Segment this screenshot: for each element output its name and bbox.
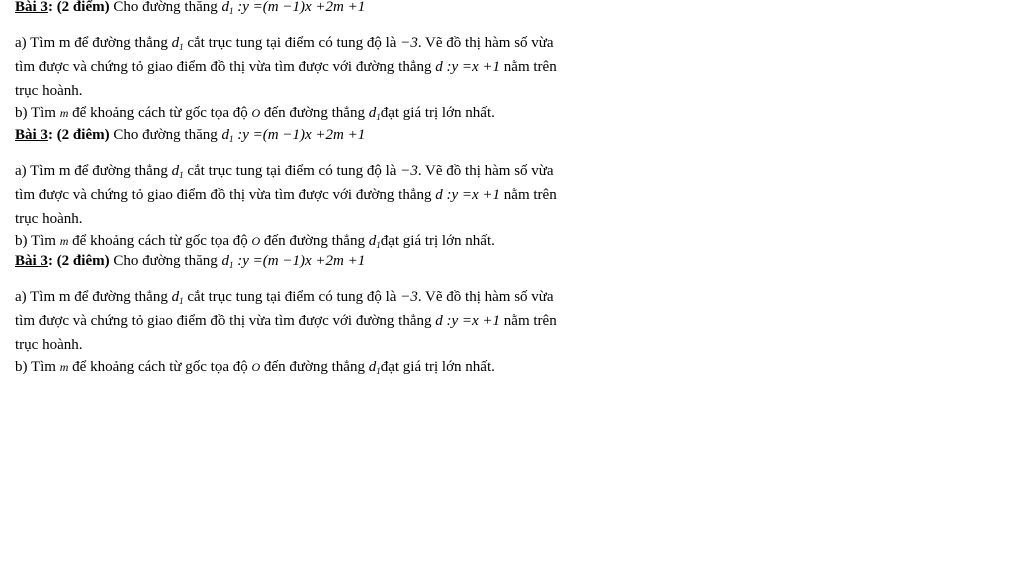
math-d-sub: 1: [179, 42, 184, 52]
math-value: −3: [400, 289, 418, 305]
math-origin-o: O: [251, 234, 261, 248]
part-b-line: [15, 358, 495, 376]
math-d-sub: 1: [376, 366, 381, 376]
part-a-text: tìm được và chứng tỏ giao điểm đồ thị vừa tìm được với đường thẳng: [15, 187, 436, 203]
part-a-text: nằm trên: [500, 59, 557, 75]
part-a-line-3: trục hoành.: [15, 83, 83, 99]
part-a-line-2: [15, 312, 557, 330]
part-a-text: a) Tìm m để đường thẳng: [15, 289, 172, 305]
math-d-letter: d: [221, 0, 229, 15]
math-origin-o: O: [251, 360, 261, 374]
part-b-text: đạt giá trị lớn nhất.: [380, 105, 495, 121]
math-value: −3: [400, 163, 418, 179]
part-b-text: đến đường thẳng: [260, 105, 369, 121]
math-d-sub: 1: [376, 112, 381, 122]
heading-text: Cho đường thăng: [109, 127, 222, 143]
math-d1-equation: :y =(m −1)x +2m +1: [233, 0, 366, 15]
math-d-sub: 1: [229, 6, 234, 16]
math-d-letter: d: [221, 253, 229, 269]
problem-heading: [15, 252, 365, 270]
heading-colon: :: [47, 127, 53, 143]
part-a-text: cắt trục tung tại điểm có tung độ là: [183, 289, 401, 305]
part-a-line-3: trục hoành.: [15, 337, 83, 353]
part-b-text: b) Tìm: [15, 105, 60, 121]
heading-colon: :: [47, 253, 53, 269]
part-b-text: đạt giá trị lớn nhất.: [380, 359, 495, 375]
problem-points: (2 điêm): [52, 127, 110, 143]
part-a-text: a) Tìm m để đường thẳng: [15, 163, 172, 179]
math-d-equation: d :y =x +1: [435, 59, 501, 75]
heading-text: Cho đường thăng: [109, 0, 222, 15]
problem-number: Bài 3: [15, 127, 48, 143]
part-a-text: cắt trục tung tại điểm có tung độ là: [183, 163, 401, 179]
part-a-text: tìm được và chứng tỏ giao điểm đồ thị vừa tìm được với đường thẳng: [15, 59, 436, 75]
part-a-text: . Vẽ đồ thị hàm số vừa: [417, 163, 554, 179]
part-b-text: b) Tìm: [15, 359, 60, 375]
problem-points: (2 điểm): [52, 0, 110, 15]
part-b-text: để khoảng cách từ gốc tọa độ: [68, 359, 252, 375]
part-a-text: nằm trên: [500, 313, 557, 329]
math-d-letter: d: [171, 35, 180, 51]
math-d-sub: 1: [179, 170, 184, 180]
math-origin-o: O: [251, 106, 261, 120]
math-d-letter: d: [171, 163, 180, 179]
part-a-line-1: [15, 162, 554, 180]
math-d-equation: d :y =x +1: [435, 187, 501, 203]
math-d-sub: 1: [229, 260, 234, 270]
part-a-text: . Vẽ đồ thị hàm số vừa: [417, 289, 554, 305]
math-d-letter: d: [368, 359, 377, 375]
heading-colon: :: [47, 0, 53, 15]
part-a-text: . Vẽ đồ thị hàm số vừa: [417, 35, 554, 51]
part-b-text: b) Tìm: [15, 233, 60, 249]
problem-number: Bài 3: [15, 0, 48, 15]
math-d-sub: 1: [179, 296, 184, 306]
math-d1-equation: :y =(m −1)x +2m +1: [233, 253, 366, 269]
part-a-text: tìm được và chứng tỏ giao điểm đồ thị vừa tìm được với đường thẳng: [15, 313, 436, 329]
part-b-text: đạt giá trị lớn nhất.: [380, 233, 495, 249]
math-d-equation: d :y =x +1: [435, 313, 501, 329]
part-a-text: nằm trên: [500, 187, 557, 203]
problem-heading: [15, 0, 365, 16]
part-a-line-2: [15, 186, 557, 204]
part-b-text: đến đường thẳng: [260, 233, 369, 249]
math-d-sub: 1: [229, 134, 234, 144]
part-a-line-2: [15, 58, 557, 76]
math-d-letter: d: [368, 233, 377, 249]
part-b-line: [15, 104, 495, 122]
problem-number: Bài 3: [15, 253, 48, 269]
math-m: m: [59, 234, 69, 248]
math-d-letter: d: [171, 289, 180, 305]
part-b-text: đến đường thẳng: [260, 359, 369, 375]
math-value: −3: [400, 35, 418, 51]
part-a-line-1: [15, 34, 554, 52]
math-d-sub: 1: [376, 240, 381, 250]
math-m: m: [59, 360, 69, 374]
part-a-text: a) Tìm m để đường thẳng: [15, 35, 172, 51]
heading-text: Cho đường thăng: [109, 253, 222, 269]
math-m: m: [59, 106, 69, 120]
math-d-letter: d: [221, 127, 229, 143]
math-d1-equation: :y =(m −1)x +2m +1: [233, 127, 366, 143]
part-a-text: cắt trục tung tại điểm có tung độ là: [183, 35, 401, 51]
part-a-line-1: [15, 288, 554, 306]
part-a-line-3: trục hoành.: [15, 211, 83, 227]
math-d-letter: d: [368, 105, 377, 121]
part-b-line: [15, 232, 495, 250]
part-b-text: để khoảng cách từ gốc tọa độ: [68, 233, 252, 249]
problem-heading: [15, 126, 365, 144]
part-b-text: để khoảng cách từ gốc tọa độ: [68, 105, 252, 121]
problem-points: (2 điêm): [52, 253, 110, 269]
